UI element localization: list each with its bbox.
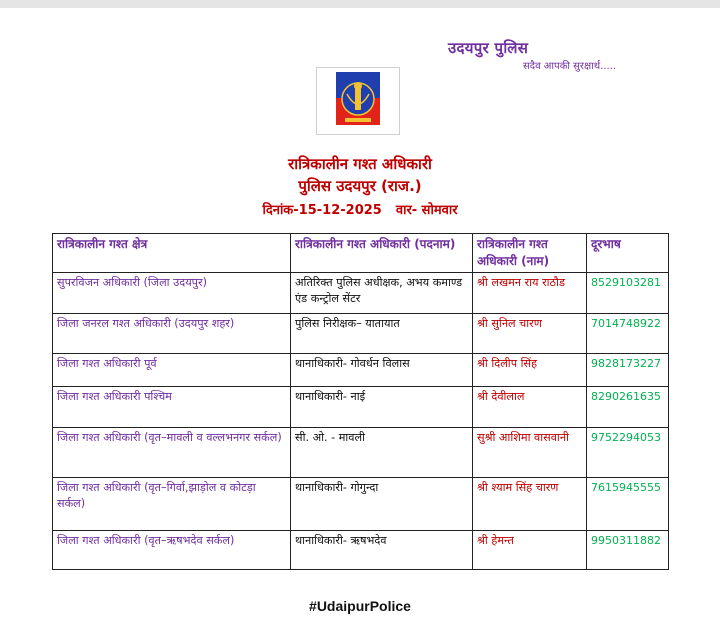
area-cell: जिला गश्त अधिकारी पूर्व xyxy=(53,354,291,387)
phone-cell: 9950311882 xyxy=(587,531,669,570)
header-phone: दूरभाष xyxy=(587,234,669,273)
designation-cell: थानाधिकारी- गोगुन्दा xyxy=(291,478,473,531)
table-row xyxy=(53,478,669,531)
patrol-officers-table xyxy=(52,233,669,570)
phone-cell: 7615945555 xyxy=(587,478,669,531)
hashtag-footer: #UdaipurPolice xyxy=(309,598,411,614)
phone-cell: 8290261635 xyxy=(587,387,669,428)
designation-cell: सी. ओ. - मावली xyxy=(291,428,473,478)
area-cell: जिला गश्त अधिकारी (वृत–मावली व वल्लभनगर सर्कल) xyxy=(53,428,291,478)
table-row xyxy=(53,387,669,428)
name-cell: श्री देवीलाल xyxy=(473,387,587,428)
day-text: वार- सोमवार xyxy=(395,203,458,218)
area-cell: जिला गश्त अधिकारी (वृत–ऋषभदेव सर्कल) xyxy=(53,531,291,570)
page-subtitle: पुलिस उदयपुर (राज.) xyxy=(298,177,422,195)
area-cell: जिला जनरल गश्त अधिकारी (उदयपुर शहर) xyxy=(53,314,291,354)
designation-cell: थानाधिकारी- नाई xyxy=(291,387,473,428)
date-text: दिनांक-15-12-2025 xyxy=(262,203,382,218)
brand-name: उदयपुर पुलिस xyxy=(448,39,529,57)
brand-block xyxy=(448,38,638,72)
table-header-row xyxy=(53,234,669,273)
designation-cell: अतिरिक्त पुलिस अधीक्षक, अभय कमाण्ड एंड कन्ट्रोल सेंटर xyxy=(291,273,473,314)
phone-cell: 7014748922 xyxy=(587,314,669,354)
area-cell: जिला गश्त अधिकारी (वृत–गिर्वा,झाड़ोल व कोटड़ा सर्कल) xyxy=(53,478,291,531)
date-line xyxy=(0,200,720,218)
designation-cell: थानाधिकारी- गोवर्धन विलास xyxy=(291,354,473,387)
table-row xyxy=(53,354,669,387)
header-name: रात्रिकालीन गश्त अधिकारी (नाम) xyxy=(473,234,587,273)
designation-cell: थानाधिकारी- ऋषभदेव xyxy=(291,531,473,570)
top-border xyxy=(0,0,720,8)
rajasthan-police-emblem-icon xyxy=(317,68,399,134)
header-area: रात्रिकालीन गश्त क्षेत्र xyxy=(53,234,291,273)
page-title: रात्रिकालीन गश्त अधिकारी xyxy=(288,155,432,173)
name-cell: श्री श्याम सिंह चारण xyxy=(473,478,587,531)
phone-cell: 9752294053 xyxy=(587,428,669,478)
table-row xyxy=(53,531,669,570)
police-logo xyxy=(316,67,400,135)
area-cell: सुपरविजन अधिकारी (जिला उदयपुर) xyxy=(53,273,291,314)
designation-cell: पुलिस निरीक्षक– यातायात xyxy=(291,314,473,354)
name-cell: श्री लखमन राय राठौड xyxy=(473,273,587,314)
name-cell: सुश्री आशिमा वासवानी xyxy=(473,428,587,478)
table-row xyxy=(53,273,669,314)
header-designation: रात्रिकालीन गश्त अधिकारी (पदनाम) xyxy=(291,234,473,273)
phone-cell: 9828173227 xyxy=(587,354,669,387)
phone-cell: 8529103281 xyxy=(587,273,669,314)
name-cell: श्री सुनिल चारण xyxy=(473,314,587,354)
area-cell: जिला गश्त अधिकारी पश्चिम xyxy=(53,387,291,428)
table-row xyxy=(53,428,669,478)
table-row xyxy=(53,314,669,354)
name-cell: श्री दिलीप सिंह xyxy=(473,354,587,387)
name-cell: श्री हेमन्त xyxy=(473,531,587,570)
brand-tagline: सदैव आपकी सुरक्षार्थ..... xyxy=(523,61,617,72)
